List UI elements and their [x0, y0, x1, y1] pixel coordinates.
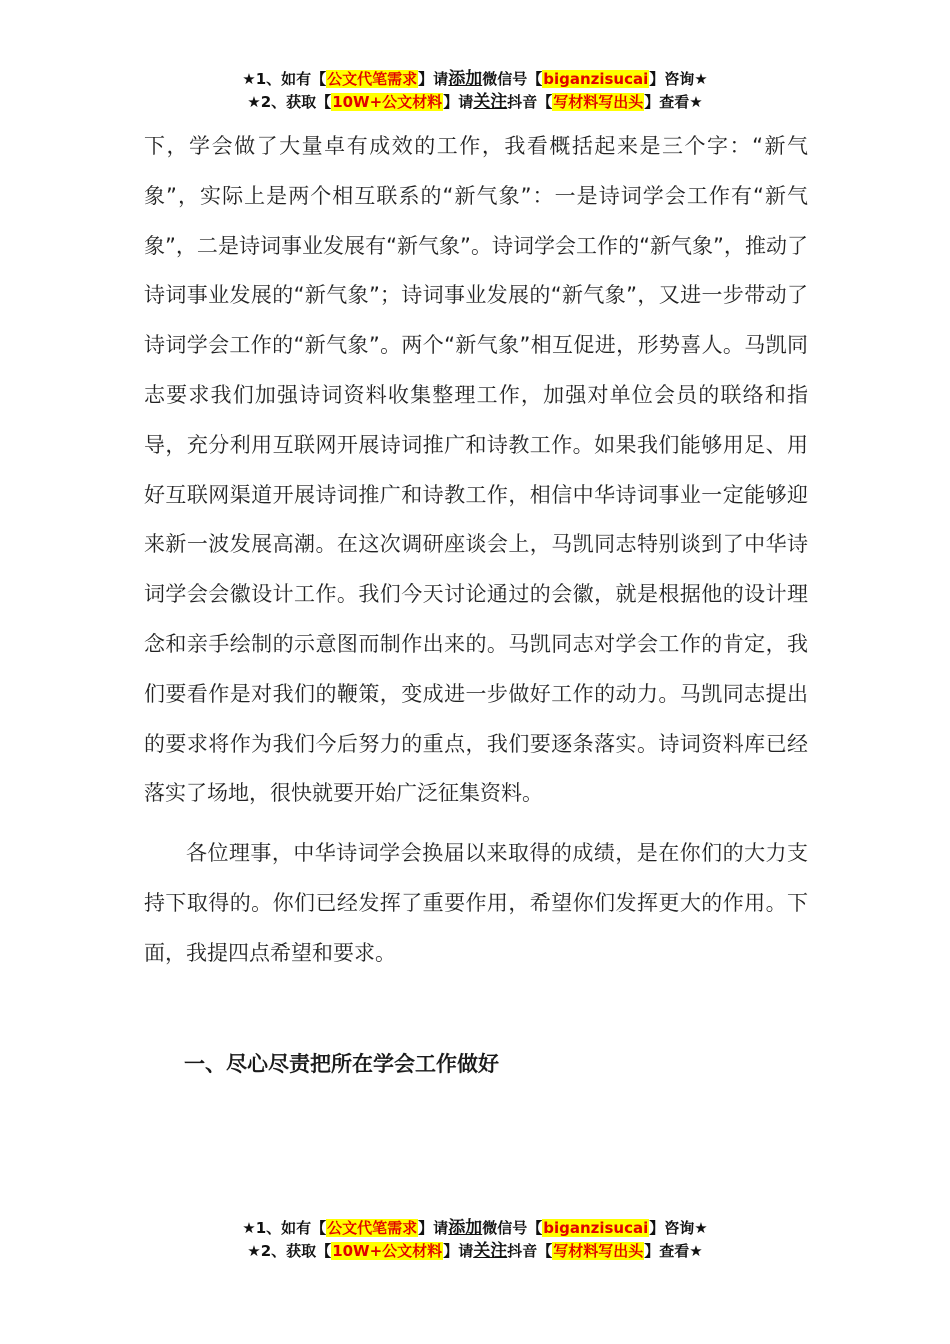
banner-text: ★2、获取【	[247, 93, 332, 111]
banner-text: 】请	[418, 1219, 449, 1237]
section-heading-1: 一、尽心尽责把所在学会工作做好	[184, 1052, 499, 1076]
banner-text: 】请	[443, 93, 474, 111]
banner-text: 】请	[418, 70, 449, 88]
banner-highlight: 10W+公文材料	[332, 93, 443, 111]
banner-text: 】查看★	[644, 1242, 703, 1260]
banner-highlight: 公文代笔需求	[327, 70, 418, 88]
banner-highlight: 10W+公文材料	[332, 1242, 443, 1260]
banner-text: 抖音【	[507, 1242, 553, 1260]
banner-text: 】请	[443, 1242, 474, 1260]
header-banner	[0, 68, 950, 114]
banner-emphasis: 添加	[448, 1218, 483, 1238]
banner-emphasis: 添加	[448, 69, 483, 89]
banner-text: 微信号【	[482, 1219, 543, 1237]
paragraph-1: 下，学会做了大量卓有成效的工作，我看概括起来是三个字：“新气象”，实际上是两个相互联系的“新气象”：一是诗词学会工作有“新气象”，二是诗词事业发展有“新气象”。诗词学会工作的“新气象”，推动了诗词事业发展的“新气象”；诗词事业发展的“新气象”，又进一步带动了诗词学会工作的“新气象”。两个“新气象”相互促进，形势喜人。马凯同志要求我们加强诗词资料收集整理工作，加强对单位会员的联络和指导，充分利用互联网开展诗词推广和诗教工作。如果我们能够用足、用好互联网渠道开展诗词推广和诗教工作，相信中华诗词事业一定能够迎来新一波发展高潮。在这次调研座谈会上，马凯同志特别谈到了中华诗词学会会徽设计工作。我们今天讨论通过的会徽，就是根据他的设计理念和亲手绘制的示意图而制作出来的。马凯同志对学会工作的肯定，我们要看作是对我们的鞭策，变成进一步做好工作的动力。马凯同志提出的要求将作为我们今后努力的重点，我们要逐条落实。诗词资料库已经落实了场地，很快就要开始广泛征集资料。	[144, 134, 808, 806]
document-body	[144, 122, 808, 979]
banner-text: 】查看★	[644, 93, 703, 111]
header-banner-line-2	[0, 91, 950, 114]
header-banner-line-1	[0, 68, 950, 91]
banner-text: 】咨询★	[649, 70, 708, 88]
banner-text: 抖音【	[507, 93, 553, 111]
banner-text: 微信号【	[482, 70, 543, 88]
footer-banner-line-1	[0, 1217, 950, 1240]
banner-highlight: biganzisucai	[543, 1219, 649, 1237]
banner-highlight: biganzisucai	[543, 70, 649, 88]
banner-highlight: 写材料写出头	[553, 93, 644, 111]
banner-emphasis: 关注	[473, 92, 508, 112]
footer-banner	[0, 1217, 950, 1263]
banner-highlight: 公文代笔需求	[327, 1219, 418, 1237]
banner-text: ★1、如有【	[242, 70, 327, 88]
banner-highlight: 写材料写出头	[553, 1242, 644, 1260]
banner-text: 】咨询★	[649, 1219, 708, 1237]
footer-banner-line-2	[0, 1240, 950, 1263]
paragraph-2: 各位理事，中华诗词学会换届以来取得的成绩，是在你们的大力支持下取得的。你们已经发挥了重要作用，希望你们发挥更大的作用。下面，我提四点希望和要求。	[144, 841, 808, 965]
banner-text: ★1、如有【	[242, 1219, 327, 1237]
banner-emphasis: 关注	[473, 1241, 508, 1261]
banner-text: ★2、获取【	[247, 1242, 332, 1260]
